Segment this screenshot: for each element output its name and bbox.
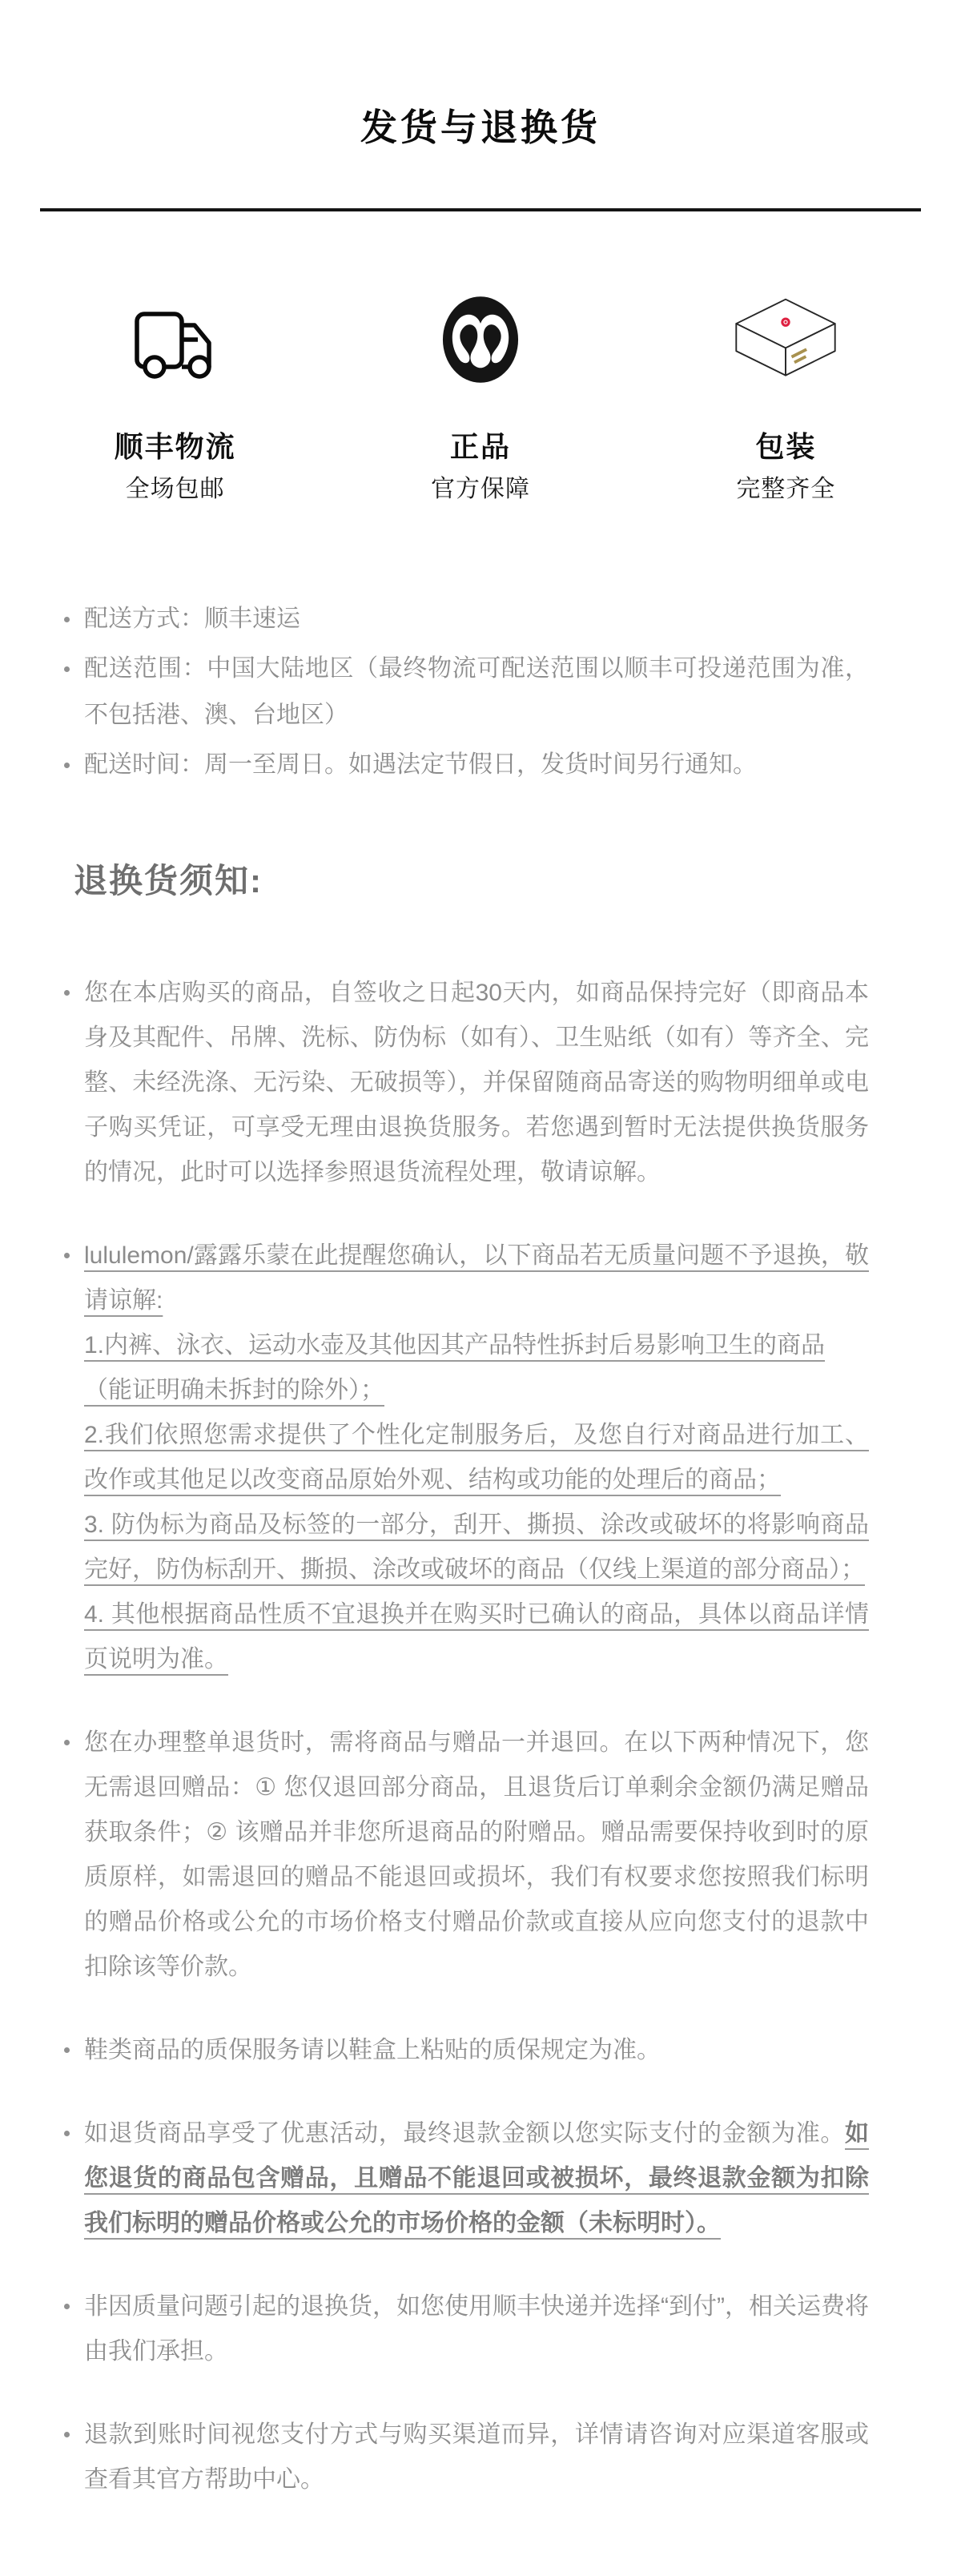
package-box-icon xyxy=(727,295,844,384)
returns-note-intro: lululemon/露露乐蒙在此提醒您确认，以下商品若无质量问题不予退换，敬请谅解: xyxy=(84,1242,869,1314)
feature-sublabel: 官方保障 xyxy=(430,476,530,502)
shipping-note-text: 配送范围：中国大陆地区（最终物流可配送范围以顺丰可投递范围为准，不包括港、澳、台地区） xyxy=(84,655,869,728)
returns-note-text: 您在本店购买的商品，自签收之日起30天内，如商品保持完好（即商品本身及其配件、吊牌、洗标、防伪标（如有）、卫生贴纸（如有）等齐全、完整、未经洗涤、无污染、无破损等），并保留随商品寄送的购物明细单或电子购买凭证，可享受无理由退换货服务。若您遇到暂时无法提供换货服务的情况，此时可以选择参照退货流程处理，敬请谅解。 xyxy=(84,980,869,1185)
list-item-non-returnable xyxy=(62,1234,869,1682)
truck-icon xyxy=(126,304,225,384)
feature-authentic xyxy=(328,295,633,503)
returns-note-text: 您在办理整单退货时，需将商品与赠品一并退回。在以下两种情况下，您无需退回赠品：① 您仅退回部分商品，且退货后订单剩余金额仍满足赠品获取条件；② 该赠品并非您所退商品的附赠品。赠品需要保持收到时的原质原样，如需退回的赠品不能退回或损坏，我们有权要求您按照我们标明的赠品价格或公允的市场价格支付赠品价款或直接从应向您支付的退款中扣除该等价款。 xyxy=(84,1729,869,1980)
non-returnable-point: 1.内裤、泳衣、运动水壶及其他因其产品特性拆封后易影响卫生的商品 xyxy=(84,1332,826,1358)
list-item xyxy=(62,742,869,788)
feature-label: 正品 xyxy=(449,430,511,463)
divider xyxy=(40,208,921,211)
list-item xyxy=(62,646,869,739)
list-item xyxy=(62,1721,869,1990)
feature-label: 包装 xyxy=(755,430,817,463)
shipping-notes-list xyxy=(62,596,869,788)
package-box-icon-box xyxy=(633,295,939,384)
page-title: 发货与退换货 xyxy=(360,107,601,148)
truck-icon-box xyxy=(22,295,328,384)
non-returnable-point: 4. 其他根据商品性质不宜退换并在购买时已确认的商品，具体以商品详情页说明为准。 xyxy=(84,1601,869,1672)
feature-sublabel: 完整齐全 xyxy=(736,476,836,502)
lululemon-logo-box xyxy=(328,295,633,384)
shipping-note-text: 配送方式：顺丰速运 xyxy=(84,606,300,632)
feature-packaging xyxy=(633,295,939,503)
returns-note-text: 如退货商品享受了优惠活动，最终退款金额以您实际支付的金额为准。 xyxy=(84,2120,845,2147)
features-row xyxy=(0,295,961,503)
list-item xyxy=(62,971,869,1195)
lululemon-logo-icon xyxy=(441,295,520,384)
list-item xyxy=(62,2413,869,2502)
non-returnable-point: （能证明确未拆封的除外）； xyxy=(84,1377,384,1403)
returns-notes-list xyxy=(62,971,869,2502)
returns-note-text: 非因质量问题引起的退换货，如您使用顺丰快递并选择“到付”，相关运费将由我们承担。 xyxy=(84,2293,869,2365)
returns-heading: 退换货须知: xyxy=(74,862,263,900)
feature-sf-logistics xyxy=(22,295,328,503)
returns-note-text: 鞋类商品的质保服务请以鞋盒上粘贴的质保规定为准。 xyxy=(84,2037,661,2063)
feature-sublabel: 全场包邮 xyxy=(125,476,225,502)
list-item xyxy=(62,2028,869,2073)
list-item-refund-amount xyxy=(62,2111,869,2246)
non-returnable-point: 3. 防伪标为商品及标签的一部分，刮开、撕损、涂改或破坏的将影响商品完好，防伪标刮开、撕损、涂改或破坏的商品（仅线上渠道的部分商品）； xyxy=(84,1511,869,1583)
feature-label: 顺丰物流 xyxy=(114,430,236,463)
returns-note-emphasis: 如您退货的商品包含赠品，且赠品不能退回或被损坏，最终退款金额为扣除我们标明的赠品价格或公允的市场价格的金额（未标明时）。 xyxy=(84,2120,869,2236)
returns-note-text: 退款到账时间视您支付方式与购买渠道而异，详情请咨询对应渠道客服或查看其官方帮助中心。 xyxy=(84,2421,869,2493)
list-item xyxy=(62,596,869,642)
list-item xyxy=(62,2284,869,2374)
shipping-note-text: 配送时间：周一至周日。如遇法定节假日，发货时间另行通知。 xyxy=(84,751,757,778)
non-returnable-point: 2.我们依照您需求提供了个性化定制服务后，及您自行对商品进行加工、改作或其他足以改变商品原始外观、结构或功能的处理后的商品； xyxy=(84,1422,869,1493)
